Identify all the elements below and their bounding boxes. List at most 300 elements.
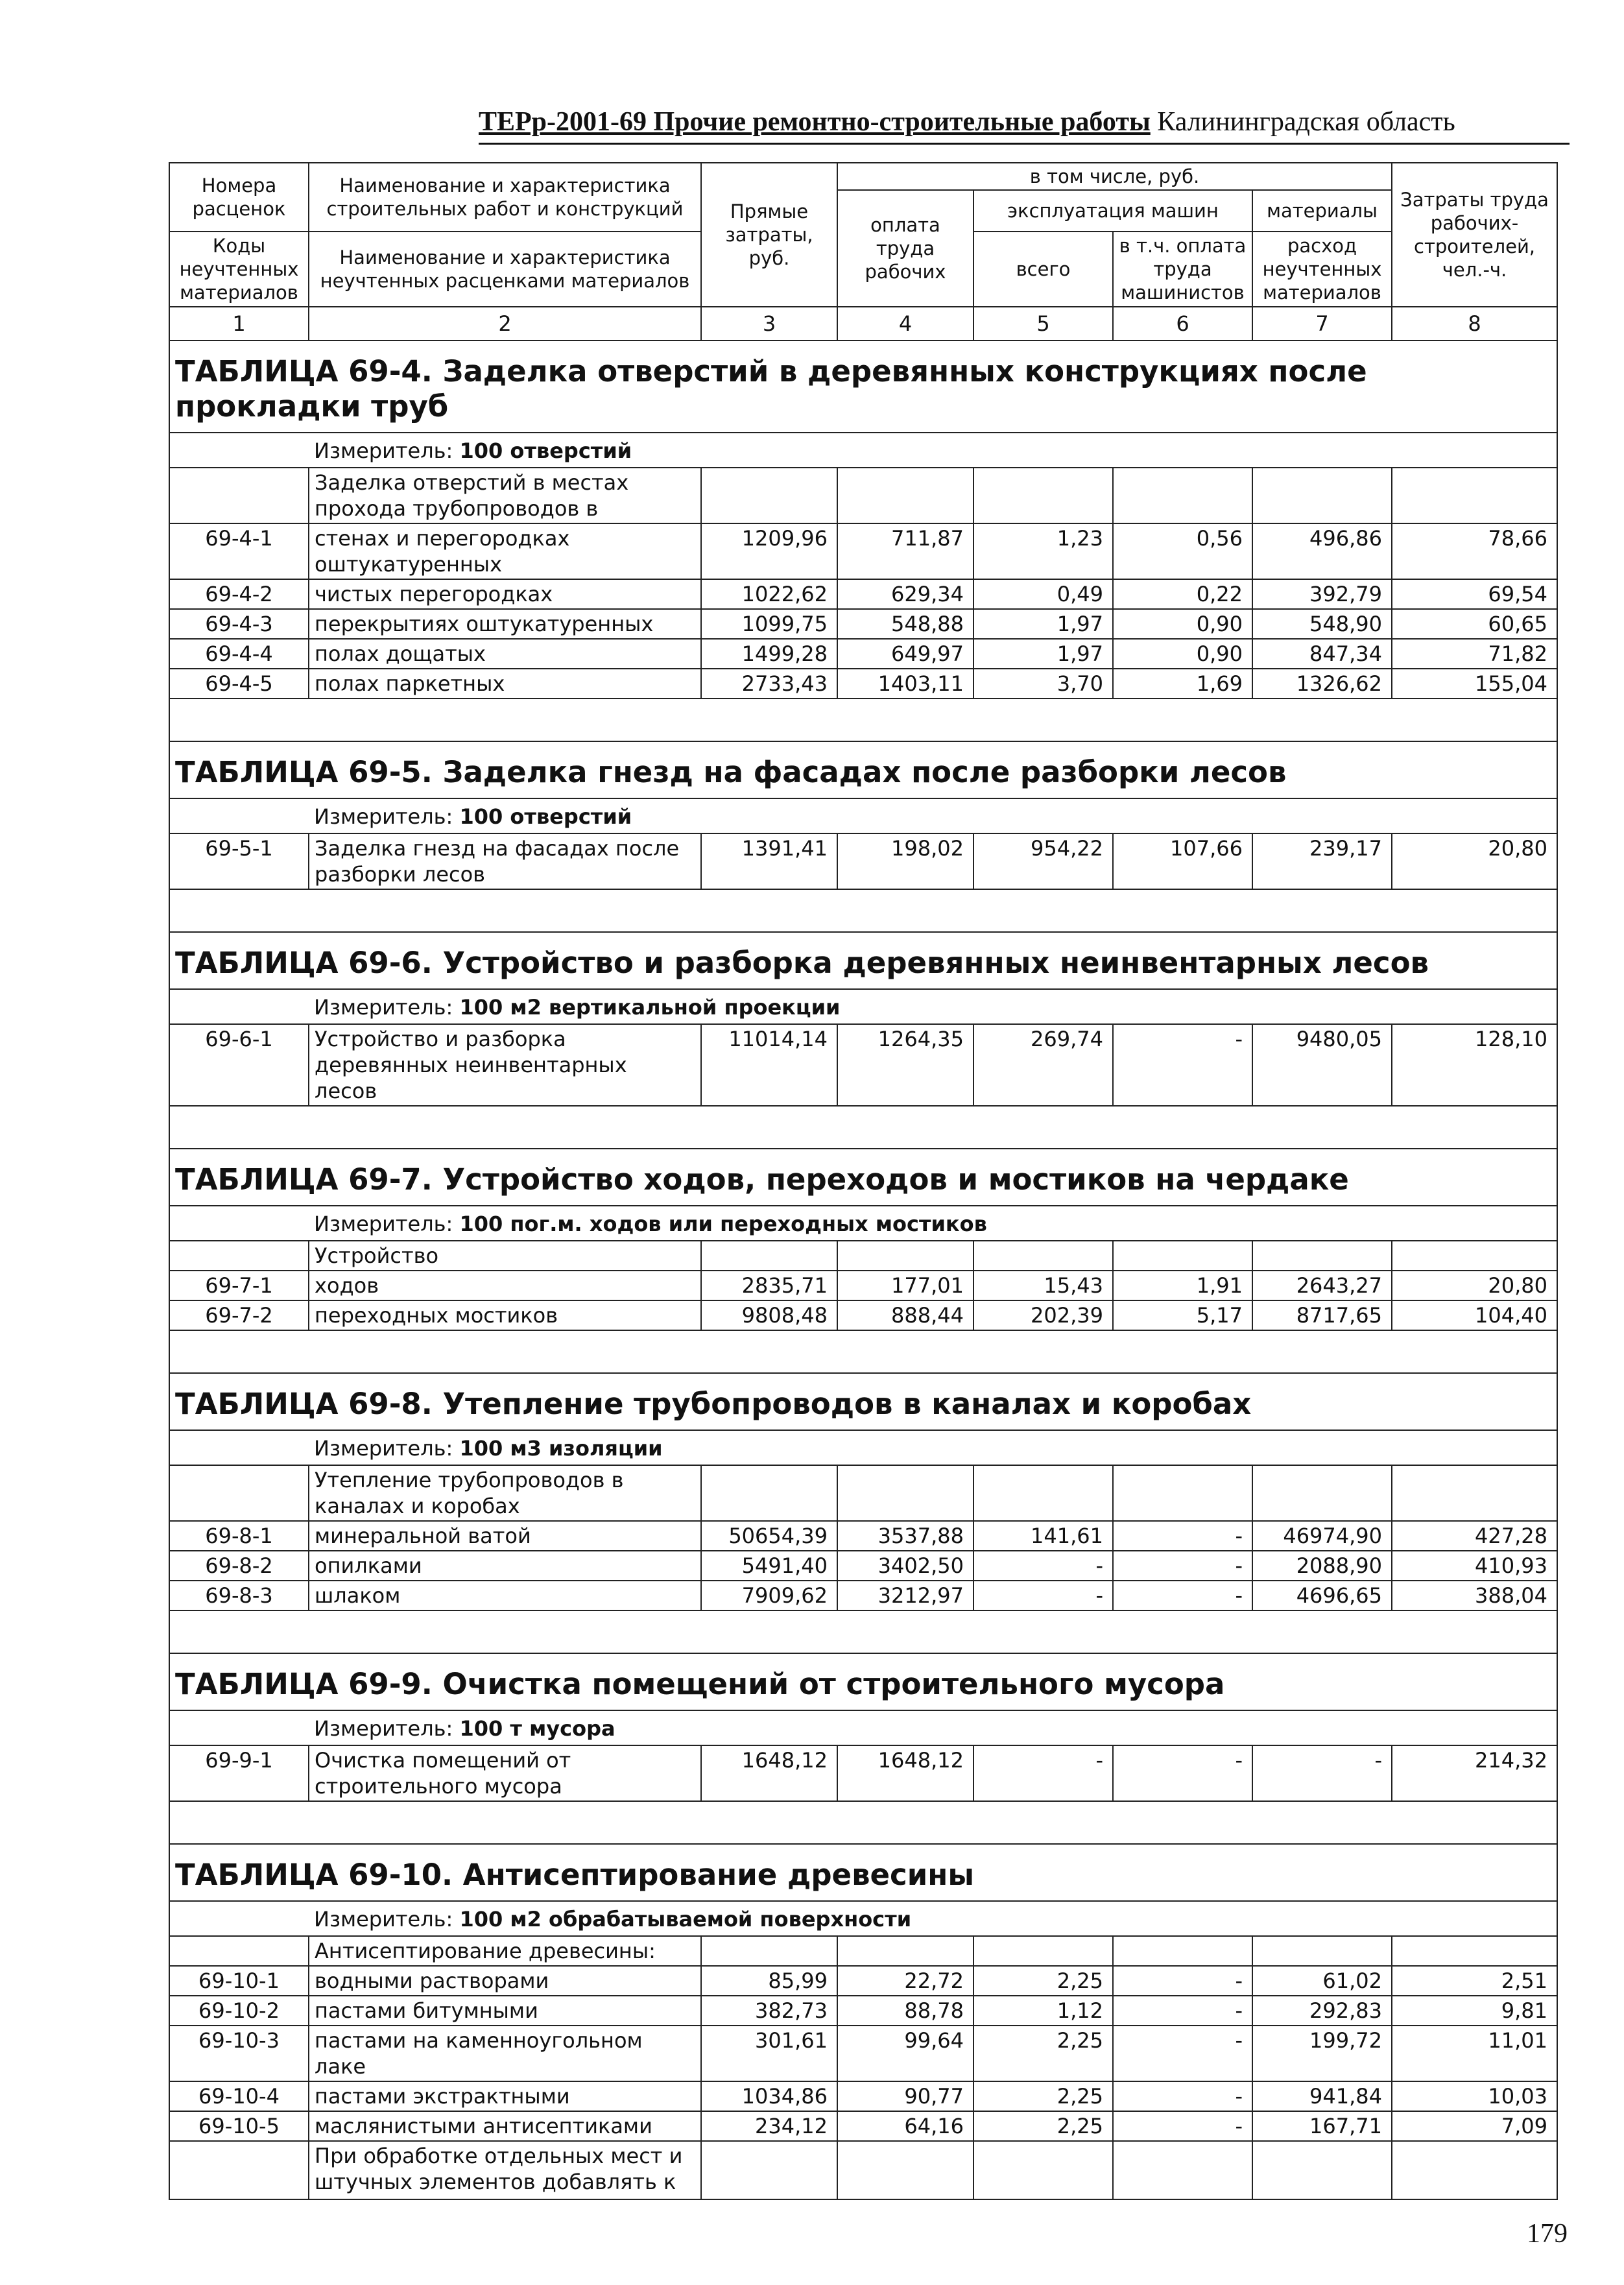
table-title-row xyxy=(169,1373,1557,1430)
gap-cell xyxy=(1113,1801,1252,1844)
rate-value-v4: 3402,50 xyxy=(837,1551,973,1581)
gap-cell xyxy=(837,1610,973,1653)
rate-value-v4: 22,72 xyxy=(837,1966,973,1996)
rate-row xyxy=(169,2026,1557,2081)
rate-value-v5: 954,22 xyxy=(973,833,1113,889)
gap-cell xyxy=(837,889,973,932)
rate-value-v4: 64,16 xyxy=(837,2111,973,2141)
rate-row xyxy=(169,2081,1557,2111)
header-row-1 xyxy=(169,163,1557,190)
gap-cell xyxy=(1252,1801,1392,1844)
measure-label: Измеритель: xyxy=(314,1212,453,1236)
col-number: 3 xyxy=(701,307,837,341)
rate-value-v6: - xyxy=(1113,2026,1252,2081)
intro-row xyxy=(169,1465,1557,1521)
rates-table xyxy=(169,162,1558,2200)
gap-cell xyxy=(701,889,837,932)
column-numbers-row xyxy=(169,307,1557,341)
rate-value-v3: 7909,62 xyxy=(701,1581,837,1610)
rate-value-v5: 1,23 xyxy=(973,523,1113,579)
col-number: 8 xyxy=(1392,307,1557,341)
intro-empty xyxy=(837,1241,973,1271)
rate-value-v4: 548,88 xyxy=(837,609,973,639)
rate-value-v3: 11014,14 xyxy=(701,1024,837,1106)
rate-value-v6: - xyxy=(1113,1551,1252,1581)
col-header-material-names: Наименование и характеристика неучтенных расценками материалов xyxy=(309,232,701,307)
rate-value-v3: 50654,39 xyxy=(701,1521,837,1551)
rate-value-v6: - xyxy=(1113,1966,1252,1996)
rate-code: 69-9-1 xyxy=(169,1745,309,1801)
rate-value-v8: 9,81 xyxy=(1392,1996,1557,2026)
measure-value: 100 т мусора xyxy=(459,1716,615,1741)
note-empty xyxy=(1113,2141,1252,2199)
measure-cell xyxy=(309,433,1557,468)
measure-row xyxy=(169,1710,1557,1745)
rate-code: 69-5-1 xyxy=(169,833,309,889)
rate-row xyxy=(169,2111,1557,2141)
rate-value-v5: 0,49 xyxy=(973,579,1113,609)
measure-row xyxy=(169,1206,1557,1241)
gap-cell xyxy=(169,1330,309,1373)
measure-label: Измеритель: xyxy=(314,1907,453,1932)
intro-empty xyxy=(973,468,1113,523)
intro-empty xyxy=(1113,468,1252,523)
rate-value-v5: 1,12 xyxy=(973,1996,1113,2026)
rate-code: 69-4-3 xyxy=(169,609,309,639)
rate-value-v3: 234,12 xyxy=(701,2111,837,2141)
intro-code xyxy=(169,1241,309,1271)
col-number: 7 xyxy=(1252,307,1392,341)
col-number: 2 xyxy=(309,307,701,341)
rate-value-v4: 198,02 xyxy=(837,833,973,889)
intro-text: Утепление трубопроводов в каналах и коробах xyxy=(309,1465,701,1521)
rate-value-v8: 78,66 xyxy=(1392,523,1557,579)
rate-value-v3: 1209,96 xyxy=(701,523,837,579)
gap-cell xyxy=(837,699,973,741)
col-header-machines: эксплуатация машин xyxy=(973,190,1252,232)
rate-value-v7: 392,79 xyxy=(1252,579,1392,609)
rate-value-v6: - xyxy=(1113,1024,1252,1106)
rate-value-v4: 1264,35 xyxy=(837,1024,973,1106)
table-gap-row xyxy=(169,1330,1557,1373)
gap-cell xyxy=(309,1330,701,1373)
table-title: ТАБЛИЦА 69-10. Антисептирование древесины xyxy=(169,1844,1557,1901)
rate-value-v7: 941,84 xyxy=(1252,2081,1392,2111)
rate-value-v5: 141,61 xyxy=(973,1521,1113,1551)
gap-cell xyxy=(1252,1106,1392,1149)
rate-value-v4: 888,44 xyxy=(837,1300,973,1330)
measure-spacer xyxy=(169,989,309,1024)
rate-value-v4: 629,34 xyxy=(837,579,973,609)
gap-cell xyxy=(1392,1610,1557,1653)
table-title: ТАБЛИЦА 69-8. Утепление трубопроводов в каналах и коробах xyxy=(169,1373,1557,1430)
gap-cell xyxy=(837,1801,973,1844)
col-header-including: в том числе, руб. xyxy=(837,163,1392,190)
rate-row xyxy=(169,833,1557,889)
measure-label: Измеритель: xyxy=(314,1716,453,1741)
gap-cell xyxy=(1392,1106,1557,1149)
intro-empty xyxy=(1252,468,1392,523)
rate-value-v7: 61,02 xyxy=(1252,1966,1392,1996)
rate-value-v8: 60,65 xyxy=(1392,609,1557,639)
rate-value-v5: - xyxy=(973,1551,1113,1581)
rate-value-v7: 9480,05 xyxy=(1252,1024,1392,1106)
rate-value-v7: 292,83 xyxy=(1252,1996,1392,2026)
rate-value-v4: 3537,88 xyxy=(837,1521,973,1551)
intro-empty xyxy=(1252,1465,1392,1521)
measure-spacer xyxy=(169,798,309,833)
rate-code: 69-8-3 xyxy=(169,1581,309,1610)
rate-value-v8: 7,09 xyxy=(1392,2111,1557,2141)
gap-cell xyxy=(837,1106,973,1149)
rate-value-v7: 8717,65 xyxy=(1252,1300,1392,1330)
rate-value-v3: 2835,71 xyxy=(701,1271,837,1300)
measure-spacer xyxy=(169,1901,309,1936)
rate-row xyxy=(169,609,1557,639)
rate-value-v6: 107,66 xyxy=(1113,833,1252,889)
rate-value-v8: 69,54 xyxy=(1392,579,1557,609)
rate-row xyxy=(169,1745,1557,1801)
table-gap-row xyxy=(169,1106,1557,1149)
gap-cell xyxy=(1252,1330,1392,1373)
measure-spacer xyxy=(169,1206,309,1241)
intro-code xyxy=(169,1936,309,1966)
rate-value-v3: 2733,43 xyxy=(701,669,837,699)
rate-code: 69-7-1 xyxy=(169,1271,309,1300)
rate-code: 69-4-4 xyxy=(169,639,309,669)
gap-cell xyxy=(973,889,1113,932)
gap-cell xyxy=(1252,699,1392,741)
gap-cell xyxy=(169,699,309,741)
rate-value-v6: - xyxy=(1113,1745,1252,1801)
intro-text: Антисептирование древесины: xyxy=(309,1936,701,1966)
rate-row xyxy=(169,1966,1557,1996)
gap-cell xyxy=(309,1106,701,1149)
rate-value-v3: 1034,86 xyxy=(701,2081,837,2111)
col-number: 1 xyxy=(169,307,309,341)
rate-value-v4: 3212,97 xyxy=(837,1581,973,1610)
rate-value-v7: - xyxy=(1252,1745,1392,1801)
rate-name: водными растворами xyxy=(309,1966,701,1996)
measure-value: 100 м2 вертикальной проекции xyxy=(459,995,841,1020)
rate-value-v7: 2643,27 xyxy=(1252,1271,1392,1300)
rate-value-v3: 9808,48 xyxy=(701,1300,837,1330)
rate-code: 69-10-1 xyxy=(169,1966,309,1996)
rate-name: пастами экстрактными xyxy=(309,2081,701,2111)
rate-code: 69-4-5 xyxy=(169,669,309,699)
rate-value-v4: 711,87 xyxy=(837,523,973,579)
rate-value-v5: 1,97 xyxy=(973,639,1113,669)
note-empty xyxy=(1392,2141,1557,2199)
rate-code: 69-10-4 xyxy=(169,2081,309,2111)
rate-value-v3: 85,99 xyxy=(701,1966,837,1996)
rate-value-v8: 11,01 xyxy=(1392,2026,1557,2081)
document-code: ТЕРр-2001-69 Прочие ремонтно-строительные работы xyxy=(479,107,1151,137)
rate-value-v4: 649,97 xyxy=(837,639,973,669)
table-title-row xyxy=(169,1653,1557,1710)
col-header-operators-pay: в т.ч. оплата труда машинистов xyxy=(1113,232,1252,307)
rate-value-v5: - xyxy=(973,1581,1113,1610)
intro-empty xyxy=(1392,1241,1557,1271)
rate-value-v3: 1499,28 xyxy=(701,639,837,669)
measure-row xyxy=(169,433,1557,468)
rate-value-v3: 1391,41 xyxy=(701,833,837,889)
measure-row xyxy=(169,989,1557,1024)
rate-value-v4: 88,78 xyxy=(837,1996,973,2026)
rate-name: Очистка помещений от строительного мусора xyxy=(309,1745,701,1801)
intro-empty xyxy=(701,1936,837,1966)
intro-code xyxy=(169,1465,309,1521)
measure-spacer xyxy=(169,1710,309,1745)
measure-row xyxy=(169,1430,1557,1465)
rate-value-v7: 1326,62 xyxy=(1252,669,1392,699)
intro-code xyxy=(169,468,309,523)
rate-code: 69-7-2 xyxy=(169,1300,309,1330)
measure-cell xyxy=(309,1430,1557,1465)
intro-empty xyxy=(1252,1936,1392,1966)
col-header-material-consumption: расход неучтенных материалов xyxy=(1252,232,1392,307)
rate-value-v8: 128,10 xyxy=(1392,1024,1557,1106)
rate-name: опилками xyxy=(309,1551,701,1581)
table-title: ТАБЛИЦА 69-6. Устройство и разборка деревянных неинвентарных лесов xyxy=(169,932,1557,989)
rate-value-v5: - xyxy=(973,1745,1113,1801)
intro-empty xyxy=(1392,468,1557,523)
rate-code: 69-10-5 xyxy=(169,2111,309,2141)
table-title: ТАБЛИЦА 69-4. Заделка отверстий в деревянных конструкциях после прокладки труб xyxy=(169,341,1557,433)
rate-value-v3: 1022,62 xyxy=(701,579,837,609)
gap-cell xyxy=(973,1106,1113,1149)
rate-row xyxy=(169,1551,1557,1581)
rate-value-v3: 1099,75 xyxy=(701,609,837,639)
gap-cell xyxy=(1113,1330,1252,1373)
note-empty xyxy=(1252,2141,1392,2199)
page-header xyxy=(479,101,1570,143)
rate-value-v4: 1648,12 xyxy=(837,1745,973,1801)
note-text: При обработке отдельных мест и штучных элементов добавлять к xyxy=(309,2141,701,2199)
gap-cell xyxy=(1392,1801,1557,1844)
rate-row xyxy=(169,1581,1557,1610)
rate-name: переходных мостиков xyxy=(309,1300,701,1330)
col-number: 4 xyxy=(837,307,973,341)
rate-row xyxy=(169,1271,1557,1300)
table-title: ТАБЛИЦА 69-5. Заделка гнезд на фасадах после разборки лесов xyxy=(169,741,1557,798)
intro-empty xyxy=(837,468,973,523)
rate-value-v4: 1403,11 xyxy=(837,669,973,699)
gap-cell xyxy=(973,1330,1113,1373)
measure-value: 100 м3 изоляции xyxy=(459,1436,663,1461)
measure-cell xyxy=(309,989,1557,1024)
rate-code: 69-8-2 xyxy=(169,1551,309,1581)
rate-name: полах дощатых xyxy=(309,639,701,669)
gap-cell xyxy=(1252,1610,1392,1653)
rate-value-v7: 167,71 xyxy=(1252,2111,1392,2141)
rate-value-v6: - xyxy=(1113,1521,1252,1551)
rate-value-v5: 2,25 xyxy=(973,2026,1113,2081)
measure-spacer xyxy=(169,433,309,468)
intro-empty xyxy=(701,1465,837,1521)
rate-code: 69-10-3 xyxy=(169,2026,309,2081)
gap-cell xyxy=(1113,889,1252,932)
rate-value-v5: 202,39 xyxy=(973,1300,1113,1330)
col-header-direct-costs: Прямые затраты, руб. xyxy=(701,163,837,307)
gap-cell xyxy=(309,1801,701,1844)
rate-value-v7: 847,34 xyxy=(1252,639,1392,669)
rate-name: ходов xyxy=(309,1271,701,1300)
rate-value-v8: 71,82 xyxy=(1392,639,1557,669)
rate-name: пастами на каменноугольном лаке xyxy=(309,2026,701,2081)
intro-text: Заделка отверстий в местах прохода трубопроводов в xyxy=(309,468,701,523)
table-gap-row xyxy=(169,889,1557,932)
rate-value-v5: 2,25 xyxy=(973,1966,1113,1996)
col-header-materials: материалы xyxy=(1252,190,1392,232)
intro-empty xyxy=(1113,1936,1252,1966)
rate-code: 69-4-1 xyxy=(169,523,309,579)
rate-value-v7: 548,90 xyxy=(1252,609,1392,639)
measure-value: 100 отверстий xyxy=(459,438,632,463)
rate-value-v6: 0,90 xyxy=(1113,609,1252,639)
region-name: Калининградская область xyxy=(1157,107,1455,137)
intro-empty xyxy=(837,1936,973,1966)
table-title: ТАБЛИЦА 69-9. Очистка помещений от строительного мусора xyxy=(169,1653,1557,1710)
note-empty xyxy=(701,2141,837,2199)
rate-value-v8: 214,32 xyxy=(1392,1745,1557,1801)
rate-value-v6: - xyxy=(1113,1581,1252,1610)
note-empty xyxy=(837,2141,973,2199)
rate-value-v8: 20,80 xyxy=(1392,1271,1557,1300)
rate-name: маслянистыми антисептиками xyxy=(309,2111,701,2141)
table-gap-row xyxy=(169,1610,1557,1653)
gap-cell xyxy=(169,1106,309,1149)
gap-cell xyxy=(309,1610,701,1653)
rate-value-v8: 388,04 xyxy=(1392,1581,1557,1610)
gap-cell xyxy=(973,1610,1113,1653)
table-title-row xyxy=(169,932,1557,989)
rate-value-v3: 382,73 xyxy=(701,1996,837,2026)
rate-value-v7: 4696,65 xyxy=(1252,1581,1392,1610)
rate-name: Устройство и разборка деревянных неинвентарных лесов xyxy=(309,1024,701,1106)
measure-value: 100 отверстий xyxy=(459,804,632,829)
intro-empty xyxy=(1392,1936,1557,1966)
rate-value-v5: 1,97 xyxy=(973,609,1113,639)
rate-value-v6: 5,17 xyxy=(1113,1300,1252,1330)
intro-empty xyxy=(1252,1241,1392,1271)
gap-cell xyxy=(169,1610,309,1653)
rate-row xyxy=(169,1521,1557,1551)
rate-code: 69-4-2 xyxy=(169,579,309,609)
rate-name: шлаком xyxy=(309,1581,701,1610)
table-title-row xyxy=(169,1149,1557,1206)
rate-value-v5: 2,25 xyxy=(973,2111,1113,2141)
table-title: ТАБЛИЦА 69-7. Устройство ходов, переходов и мостиков на чердаке xyxy=(169,1149,1557,1206)
rate-name: Заделка гнезд на фасадах после разборки лесов xyxy=(309,833,701,889)
col-header-machines-total: всего xyxy=(973,232,1113,307)
rate-value-v7: 2088,90 xyxy=(1252,1551,1392,1581)
measure-cell xyxy=(309,1710,1557,1745)
gap-cell xyxy=(169,889,309,932)
gap-cell xyxy=(1113,699,1252,741)
rate-value-v3: 301,61 xyxy=(701,2026,837,2081)
gap-cell xyxy=(701,1610,837,1653)
rate-value-v7: 46974,90 xyxy=(1252,1521,1392,1551)
gap-cell xyxy=(1392,889,1557,932)
rate-value-v6: 0,56 xyxy=(1113,523,1252,579)
gap-cell xyxy=(1113,1106,1252,1149)
gap-cell xyxy=(169,1801,309,1844)
rate-value-v7: 239,17 xyxy=(1252,833,1392,889)
note-row xyxy=(169,2141,1557,2199)
rate-row xyxy=(169,523,1557,579)
rate-value-v8: 2,51 xyxy=(1392,1966,1557,1996)
rate-value-v6: - xyxy=(1113,1996,1252,2026)
intro-empty xyxy=(1392,1465,1557,1521)
col-number: 5 xyxy=(973,307,1113,341)
measure-spacer xyxy=(169,1430,309,1465)
gap-cell xyxy=(701,1801,837,1844)
rate-value-v6: 1,69 xyxy=(1113,669,1252,699)
col-number: 6 xyxy=(1113,307,1252,341)
gap-cell xyxy=(1392,699,1557,741)
gap-cell xyxy=(973,699,1113,741)
measure-label: Измеритель: xyxy=(314,995,453,1020)
rate-value-v7: 199,72 xyxy=(1252,2026,1392,2081)
rate-value-v3: 1648,12 xyxy=(701,1745,837,1801)
rate-value-v4: 90,77 xyxy=(837,2081,973,2111)
col-header-workers-pay: оплата труда рабочих xyxy=(837,190,973,307)
rate-value-v4: 99,64 xyxy=(837,2026,973,2081)
rate-value-v8: 410,93 xyxy=(1392,1551,1557,1581)
rate-name: минеральной ватой xyxy=(309,1521,701,1551)
measure-label: Измеритель: xyxy=(314,438,453,463)
col-header-work-name: Наименование и характеристика строительных работ и конструкций xyxy=(309,163,701,232)
intro-empty xyxy=(973,1936,1113,1966)
col-header-material-codes: Коды неучтенных материалов xyxy=(169,232,309,307)
rate-value-v6: - xyxy=(1113,2081,1252,2111)
intro-row xyxy=(169,1241,1557,1271)
gap-cell xyxy=(1252,889,1392,932)
rate-value-v8: 10,03 xyxy=(1392,2081,1557,2111)
intro-empty xyxy=(1113,1241,1252,1271)
table-gap-row xyxy=(169,699,1557,741)
rate-value-v6: 0,90 xyxy=(1113,639,1252,669)
measure-label: Измеритель: xyxy=(314,804,453,829)
note-empty xyxy=(973,2141,1113,2199)
rate-value-v6: - xyxy=(1113,2111,1252,2141)
intro-empty xyxy=(973,1241,1113,1271)
measure-row xyxy=(169,798,1557,833)
rate-value-v8: 427,28 xyxy=(1392,1521,1557,1551)
rate-value-v5: 269,74 xyxy=(973,1024,1113,1106)
col-header-labor-costs: Затраты труда рабочих-строителей, чел.-ч. xyxy=(1392,163,1557,307)
rate-name: полах паркетных xyxy=(309,669,701,699)
rate-value-v8: 104,40 xyxy=(1392,1300,1557,1330)
rate-name: перекрытиях оштукатуренных xyxy=(309,609,701,639)
gap-cell xyxy=(309,699,701,741)
measure-cell xyxy=(309,798,1557,833)
rate-value-v3: 5491,40 xyxy=(701,1551,837,1581)
intro-empty xyxy=(701,468,837,523)
gap-cell xyxy=(701,699,837,741)
table-gap-row xyxy=(169,1801,1557,1844)
intro-empty xyxy=(701,1241,837,1271)
rate-value-v6: 1,91 xyxy=(1113,1271,1252,1300)
intro-empty xyxy=(1113,1465,1252,1521)
intro-empty xyxy=(837,1465,973,1521)
rate-value-v5: 15,43 xyxy=(973,1271,1113,1300)
rate-value-v7: 496,86 xyxy=(1252,523,1392,579)
page-number: 179 xyxy=(1527,2219,1568,2249)
rate-name: чистых перегородках xyxy=(309,579,701,609)
rate-code: 69-10-2 xyxy=(169,1996,309,2026)
